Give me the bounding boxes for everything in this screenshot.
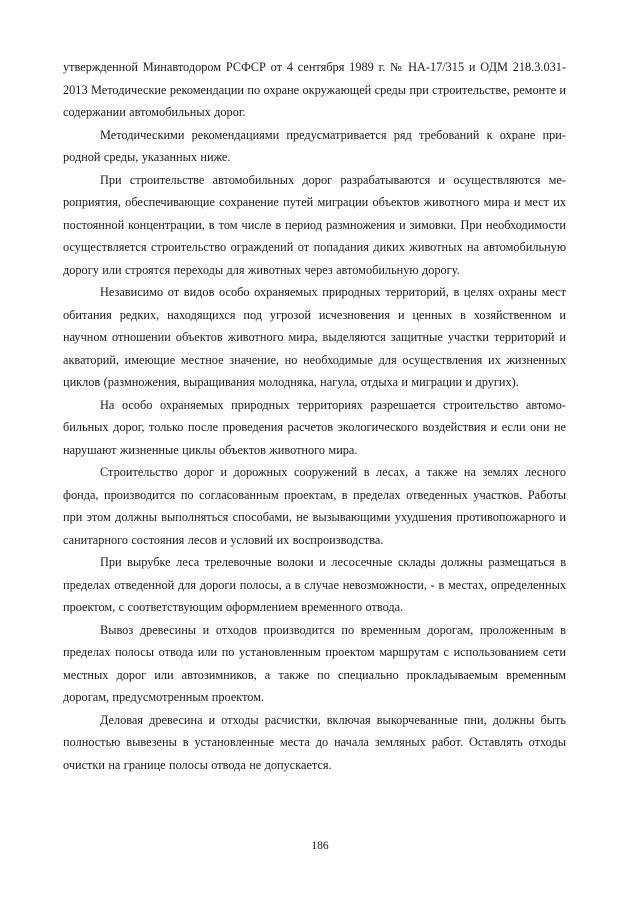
page-number: 186 <box>311 840 329 852</box>
document-body <box>63 56 566 776</box>
paragraph: Методическими рекомендациями предусматривается ряд требований к охране природной среды, указанных ниже. <box>63 127 566 164</box>
paragraph: Строительство дорог и дорожных сооружений в лесах, а также на землях лесного фонда, производится по согласованным проектам, в пределах отведенных участков. Работы при этом должны выполняться способами, не вызывающими ухудшения противопожарного и санитарного состояния лесов и условий их воспроизводства. <box>63 465 566 547</box>
paragraph-continuation: утвержденной Минавтодором РСФСР от 4 сентября 1989 г. № НА-17/315 и ОДМ 218.3.031-2013 Методические рекомендации по охране окружающей среды при строительстве, ремонте и содержании автомобильных дорог. <box>63 60 566 119</box>
paragraph: При строительстве автомобильных дорог разрабатываются и осуществляются мероприятия, обеспечивающие сохранение путей миграции объектов животного мира и мест их постоянной концентрации, в том числе в период размножения и зимовки. При необходимости осуществляется строительство ограждений от попадания диких животных на автомобильную дорогу или строятся переходы для животных через автомобильную дорогу. <box>63 172 566 277</box>
paragraph: При вырубке леса трелевочные волоки и лесосечные склады должны размещаться в пределах отведенной для дороги полосы, а в случае невозможности, - в местах, определенных проектом, с соответствующим оформлением временного отвода. <box>63 555 566 614</box>
paragraph: Деловая древесина и отходы расчистки, включая выкорчеванные пни, должны быть полностью вывезены в установленные места до начала земляных работ. Оставлять отходы очистки на границе полосы отвода не допускается. <box>63 712 566 772</box>
paragraph: Независимо от видов особо охраняемых природных территорий, в целях охраны мест обитания редких, находящихся под угрозой исчезновения и ценных в хозяйственном и научном отношении объектов животного мира, выделяются защитные участки территорий и акваторий, имеющие местное значение, но необходимые для осуществления их жизненных циклов (размножения, выращивания молодняка, нагула, отдыха и миграции и других). <box>63 285 566 389</box>
paragraph: На особо охраняемых природных территориях разрешается строительство автомобильных дорог, только после проведения расчетов экологического воздействия и если они не нарушают жизненные циклы объектов животного мира. <box>63 397 566 457</box>
paragraph: Вывоз древесины и отходов производится по временным дорогам, проложенным в пределах полосы отвода или по установленным проектом маршрутам с использованием сети местных дорог или автозимников, а также по специально прокладываемым временным дорогам, предусмотренным проектом. <box>63 622 566 704</box>
